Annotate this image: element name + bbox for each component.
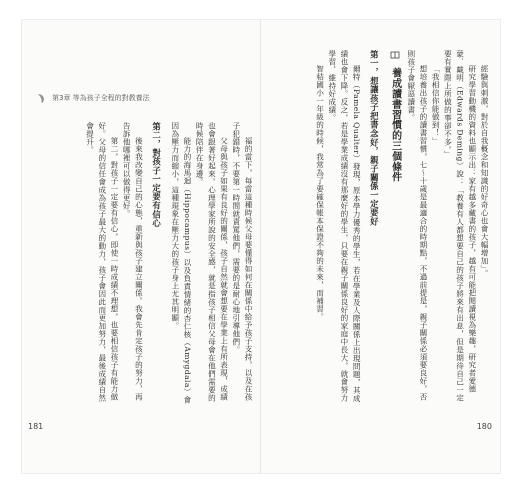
book-spread — [22, 20, 500, 473]
paragraph: 經驗與刺激，對於自我概念和知識的好奇心也會大幅增加」。 — [480, 65, 489, 278]
right-page-text — [278, 50, 490, 408]
paragraph: 研究學習動機的資料也顯示出：家有越多藏書的孩子，越有可能把閱讀視為樂趣，研究者愛德蒙．戴明（Edwards Deming）說：「教養有人都想要自己的孩子將來有出息，但是期待自己一定要有實際上所做的事卻不多。」 — [443, 50, 477, 402]
subheading-2: 第二，對孩子一定要有信心 — [151, 122, 162, 228]
paragraph: 能力的海馬迴（Hippocampus）以及負責情緒的杏仁核（Amygdala）會因為壓力而縮小，這種現象在壓力大的孩子身上尤其明顯。 — [170, 122, 192, 404]
page-number-right: 180 — [476, 422, 492, 431]
gutter-divider — [260, 20, 261, 473]
header-text: 第3章 等為孩子全程的對教養法 — [52, 94, 150, 102]
subheading-1: 第一，想讓孩子把書念好，親子關係一定要好 — [369, 50, 380, 226]
leaf-icon — [36, 92, 48, 104]
paragraph: 智秸國小一年級的時候，我常為了要確保帳本保證不夠的未來，而補習。 — [315, 65, 325, 322]
paragraph: 後來我改變自己的心態，重新與孩子建立關係。我會先肯定孩子的努力，再告訴他哪裡可以做得更好。 — [122, 122, 144, 402]
quote: 「我相信你能做到！」 — [431, 65, 441, 146]
paragraph: 第二，對孩子一定要有信心，即使一時成績不理想，也要相信孩子有能力做好。父母的信任會成為孩子最大的動力，孩子會因此而更加努力，最後成績自然會提升。 — [85, 122, 119, 402]
paragraph: 爾特（Pamela Qualter）發現，原本學力優秀的學生，若在學業及人際關係上出現問題，其成績也會下降。反之，若是學業成績沒有那麼好的學生，只要在親子關係良好的家庭中長大，就會努力學習、維持好成績。 — [327, 50, 362, 403]
paragraph: 福的當下，每當這種時候父母要懂得如何在關係中給予孩子支持，以及在孩子犯錯時，不要第一時間就責罵他們，需要的是耐心地引導他們。 — [231, 122, 253, 402]
left-page-text — [58, 122, 254, 408]
book-icon — [390, 50, 400, 60]
running-header — [36, 92, 150, 104]
section-title: 養成讀書習慣的三個條件 — [388, 50, 400, 408]
paragraph: 父母與孩子如果有良好的關係，孩子自然就會想要在學業上有所表現，成績也會跟著好起來。心理學家所說的安全感，就是指孩子相信父母會在他們需要的時候陪伴在身邊。 — [195, 122, 229, 402]
page-number-left: 181 — [28, 422, 44, 431]
paragraph: 想培養出孩子的讀書習慣，七～十歲是最適合的時期點，不過前提是，親子關係必須要良好，否則孩子會厭惡讀書。 — [406, 50, 428, 402]
